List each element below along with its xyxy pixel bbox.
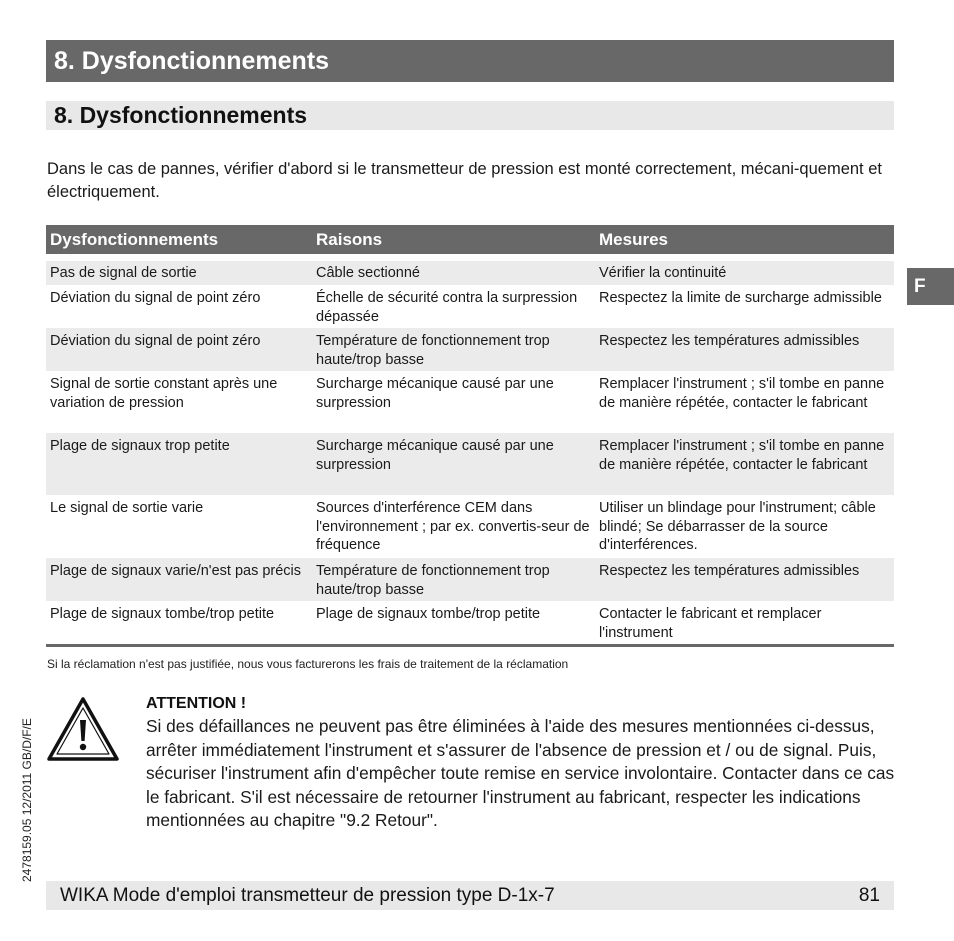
cell-measure: Respectez les températures admissibles [595,558,894,601]
table-row [46,495,894,558]
cell-issue: Déviation du signal de point zéro [50,290,261,306]
page-banner-title: 8. Dysfonctionnements [46,40,894,82]
table-row [46,328,894,371]
cell-issue: Le signal de sortie varie [50,500,204,516]
cell-issue: Signal de sortie constant après une variation de pression [50,376,278,411]
header-issues: Dysfonctionnements [46,225,312,254]
table-row [46,285,894,328]
table-row [46,433,894,495]
language-tab: F [907,268,954,305]
table-row [46,601,894,645]
cell-issue: Pas de signal de sortie [46,261,312,285]
cell-measure: Contacter le fabricant et remplacer l'instrument [595,601,894,645]
cell-reason: Câble sectionné [312,261,595,285]
cell-measure: Utiliser un blindage pour l'instrument; câble blindé; Se débarrasser de la source d'interférences. [599,500,876,553]
cell-issue: Déviation du signal de point zéro [46,328,312,371]
cell-reason: Plage de signaux tombe/trop petite [312,601,595,645]
cell-measure: Remplacer l'instrument ; s'il tombe en panne de manière répétée, contacter le fabricant [599,376,885,411]
section-title: 8. Dysfonctionnements [46,101,894,130]
cell-measure: Respectez les températures admissibles [595,328,894,371]
header-measures: Mesures [595,225,894,254]
intro-paragraph: Dans le cas de pannes, vérifier d'abord si le transmetteur de pression est monté correctement, mécani-quement et électriquement. [47,160,882,201]
cell-reason: Température de fonctionnement trop haute/trop basse [312,328,595,371]
table-row [46,371,894,433]
page-number: 81 [858,885,880,906]
table-row [46,261,894,285]
table-header-row [46,225,894,254]
attention-title: ATTENTION ! [146,695,247,712]
header-reasons: Raisons [312,225,595,254]
troubleshooting-table [46,225,894,647]
attention-text: Si des défaillances ne peuvent pas être éliminées à l'aide des mesures mentionnées ci-dessus, arrêter immédiatement l'instrument et s'assurer de l'absence de pression et / ou de signal. Puis, sécuriser l'instrument afin d'empêcher toute remise en service involontaire. Contacter dans ce cas le fabricant. S'il est nécessaire de retourner l'instrument au fabricant, respecter les indications mentionnées au chapitre "9.2 Retour". [146,716,895,831]
cell-reason: Sources d'interférence CEM dans l'environnement ; par ex. convertis-seur de fréquence [316,500,590,553]
footnote: Si la réclamation n'est pas justifiée, nous vous facturerons les frais de traitement de la réclamation [47,657,569,671]
page-footer [46,881,894,910]
cell-reason: Surcharge mécanique causé par une surpression [316,376,554,411]
cell-reason: Température de fonctionnement trop haute/trop basse [312,558,595,601]
cell-issue: Plage de signaux tombe/trop petite [46,601,312,645]
document-code: 2478159.05 12/2011 GB/D/F/E [20,718,34,882]
cell-reason: Surcharge mécanique causé par une surpression [312,433,595,495]
cell-reason: Échelle de sécurité contra la surpression dépassée [316,290,578,325]
cell-issue: Plage de signaux varie/n'est pas précis [46,558,312,601]
cell-measure: Remplacer l'instrument ; s'il tombe en panne de manière répétée, contacter le fabricant [595,433,894,495]
table-row [46,558,894,601]
footer-text: WIKA Mode d'emploi transmetteur de pression type D-1x-7 [60,885,555,906]
warning-triangle-icon [46,696,120,762]
cell-measure: Respectez la limite de surcharge admissible [599,290,882,306]
cell-issue: Plage de signaux trop petite [46,433,312,495]
cell-measure: Vérifier la continuité [595,261,894,285]
